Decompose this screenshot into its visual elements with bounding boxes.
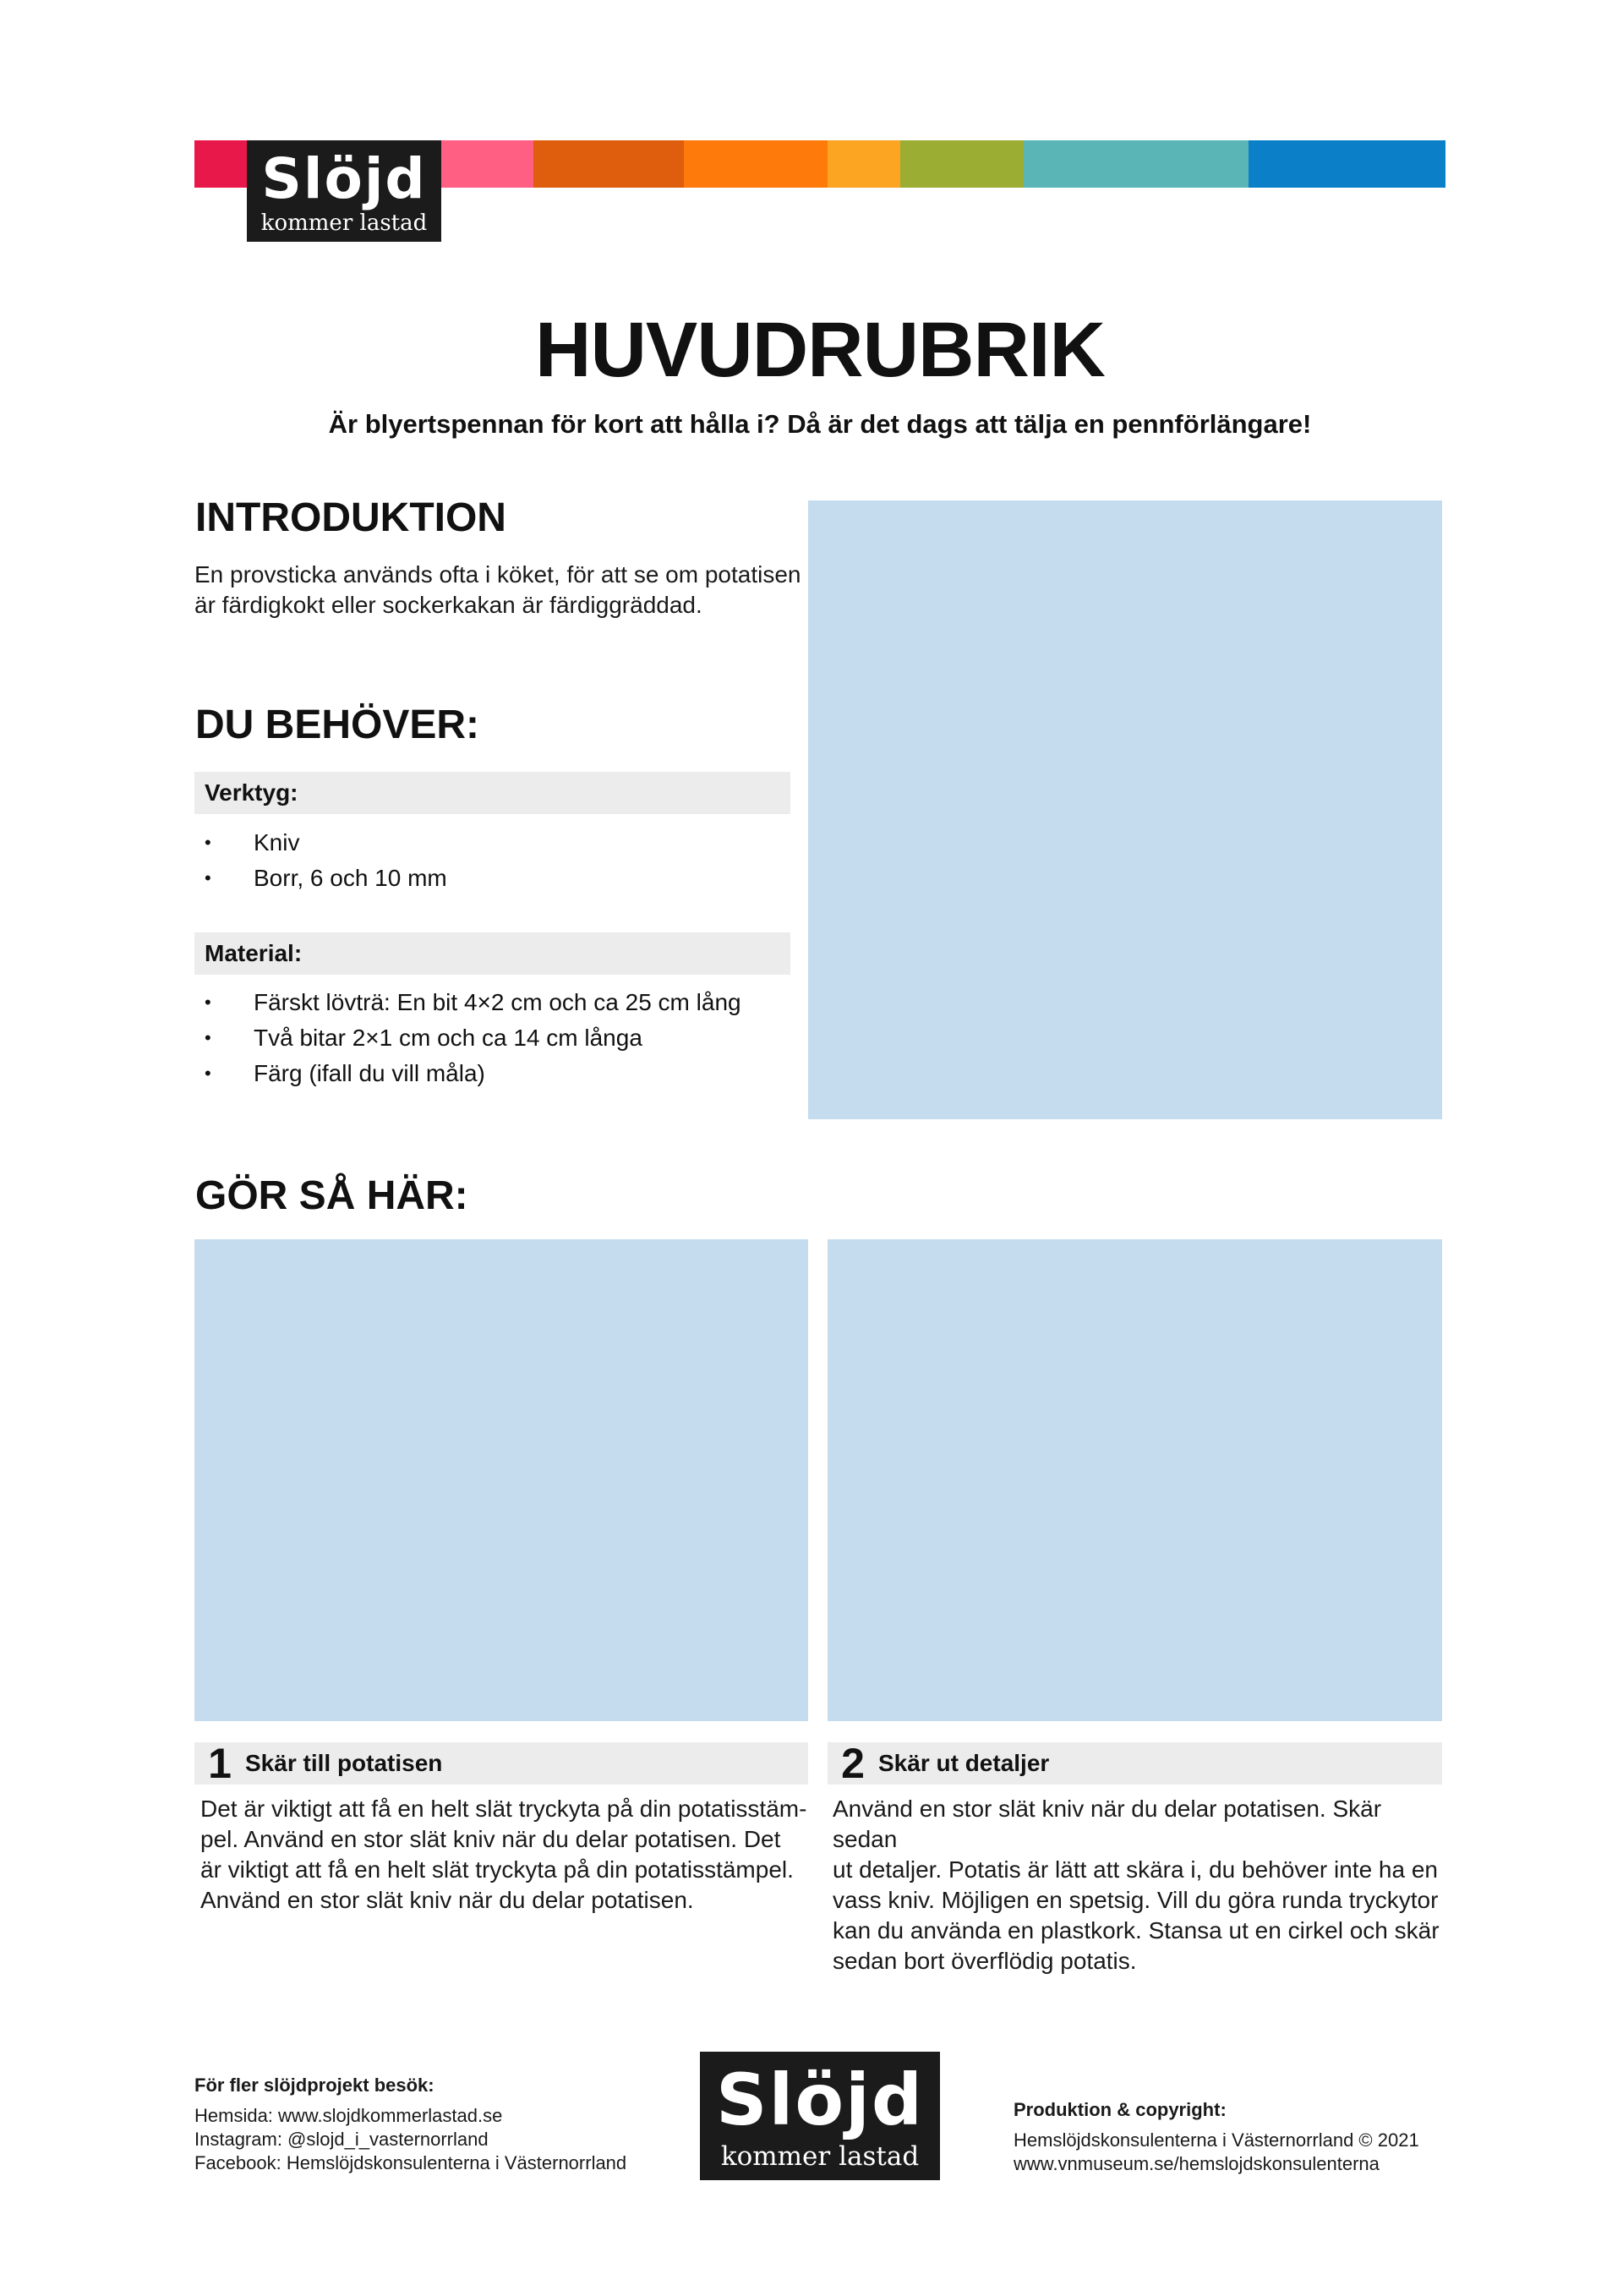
logo-word: Slöjd [716,2058,924,2141]
step-2-header [828,1742,1442,1785]
footer-website: Hemsida: www.slojdkommerlastad.se [194,2105,503,2126]
page-title: HUVUDRUBRIK [535,307,1105,393]
step-line: Använd en stor slät kniv när du delar potatisen. Skär sedan [833,1796,1382,1852]
footer-left-heading: För fler slöjdprojekt besök: [194,2075,434,2096]
stripe-segment [684,140,828,188]
stripe-segment [828,140,900,188]
stripe-segment [194,140,250,188]
introduction-line: är färdigkokt eller sockerkakan är färdiggräddad. [194,592,702,618]
materials-list [194,985,790,1091]
step-title: Skär till potatisen [245,1750,443,1776]
footer-right [1014,2098,1445,2176]
step-line: är viktigt att få en helt slät tryckyta på din potatisstämpel. [200,1856,794,1883]
logo [247,140,441,242]
introduction-heading: INTRODUKTION [195,495,506,540]
footer-copyright: Hemslöjdskonsulenterna i Västernorrland © 2021 [1014,2129,1419,2151]
introduction-text [194,560,803,620]
image-placeholder-step-1 [194,1239,808,1721]
footer-right-heading: Produktion & copyright: [1014,2099,1227,2120]
footer-instagram: Instagram: @slojd_i_vasternorrland [194,2129,489,2150]
needs-heading: DU BEHÖVER: [195,702,480,747]
stripe-segment [1024,140,1249,188]
step-line: kan du använda en plastkork. Stansa ut en cirkel och skär [833,1917,1440,1943]
step-line: sedan bort överflödig potatis. [833,1948,1137,1974]
list-item: • Två bitar 2×1 cm och ca 14 cm långa [194,1020,790,1056]
logo-word: Slöjd [261,146,427,211]
step-1-text [200,1794,809,1916]
list-item: • Borr, 6 och 10 mm [194,861,790,896]
logo-tagline: kommer lastad [260,210,428,236]
step-2-text [833,1794,1443,1976]
step-1-header [194,1742,808,1785]
page-subtitle: Är blyertspennan för kort att hålla i? Då är det dags att tälja en pennförlängare! [328,409,1312,439]
step-title: Skär ut detaljer [878,1750,1050,1776]
image-placeholder-step-2 [828,1239,1442,1721]
step-number: 1 [208,1740,232,1787]
step-line: Använd en stor slät kniv när du delar potatisen. [200,1887,694,1913]
step-line: ut detaljer. Potatis är lätt att skära i, du behöver inte ha en [833,1856,1438,1883]
list-item: • Färskt lövträ: En bit 4×2 cm och ca 25 cm lång [194,985,790,1020]
step-line: pel. Använd en stor slät kniv när du delar potatisen. Det [200,1826,781,1852]
footer-url: www.vnmuseum.se/hemslojdskonsulenterna [1014,2153,1380,2174]
howto-heading: GÖR SÅ HÄR: [195,1173,468,1218]
footer-facebook: Facebook: Hemslöjdskonsulenterna i Västernorrland [194,2152,627,2173]
footer-left [194,2074,668,2175]
materials-label: Material: [194,932,790,975]
stripe-segment [1249,140,1445,188]
image-placeholder-main [808,500,1442,1119]
tools-list [194,825,790,896]
stripe-segment [533,140,684,188]
tools-label: Verktyg: [194,772,790,814]
stripe-segment [900,140,1024,188]
step-number: 2 [841,1740,865,1787]
footer-logo [700,2052,940,2180]
introduction-line: En provsticka används ofta i köket, för att se om potatisen [194,561,801,588]
step-line: vass kniv. Möjligen en spetsig. Vill du göra runda tryckytor [833,1887,1439,1913]
logo-tagline: kommer lastad [720,2140,920,2172]
list-item: • Färg (ifall du vill måla) [194,1056,790,1091]
list-item: • Kniv [194,825,790,861]
step-line: Det är viktigt att få en helt slät tryckyta på din potatisstäm- [200,1796,807,1822]
